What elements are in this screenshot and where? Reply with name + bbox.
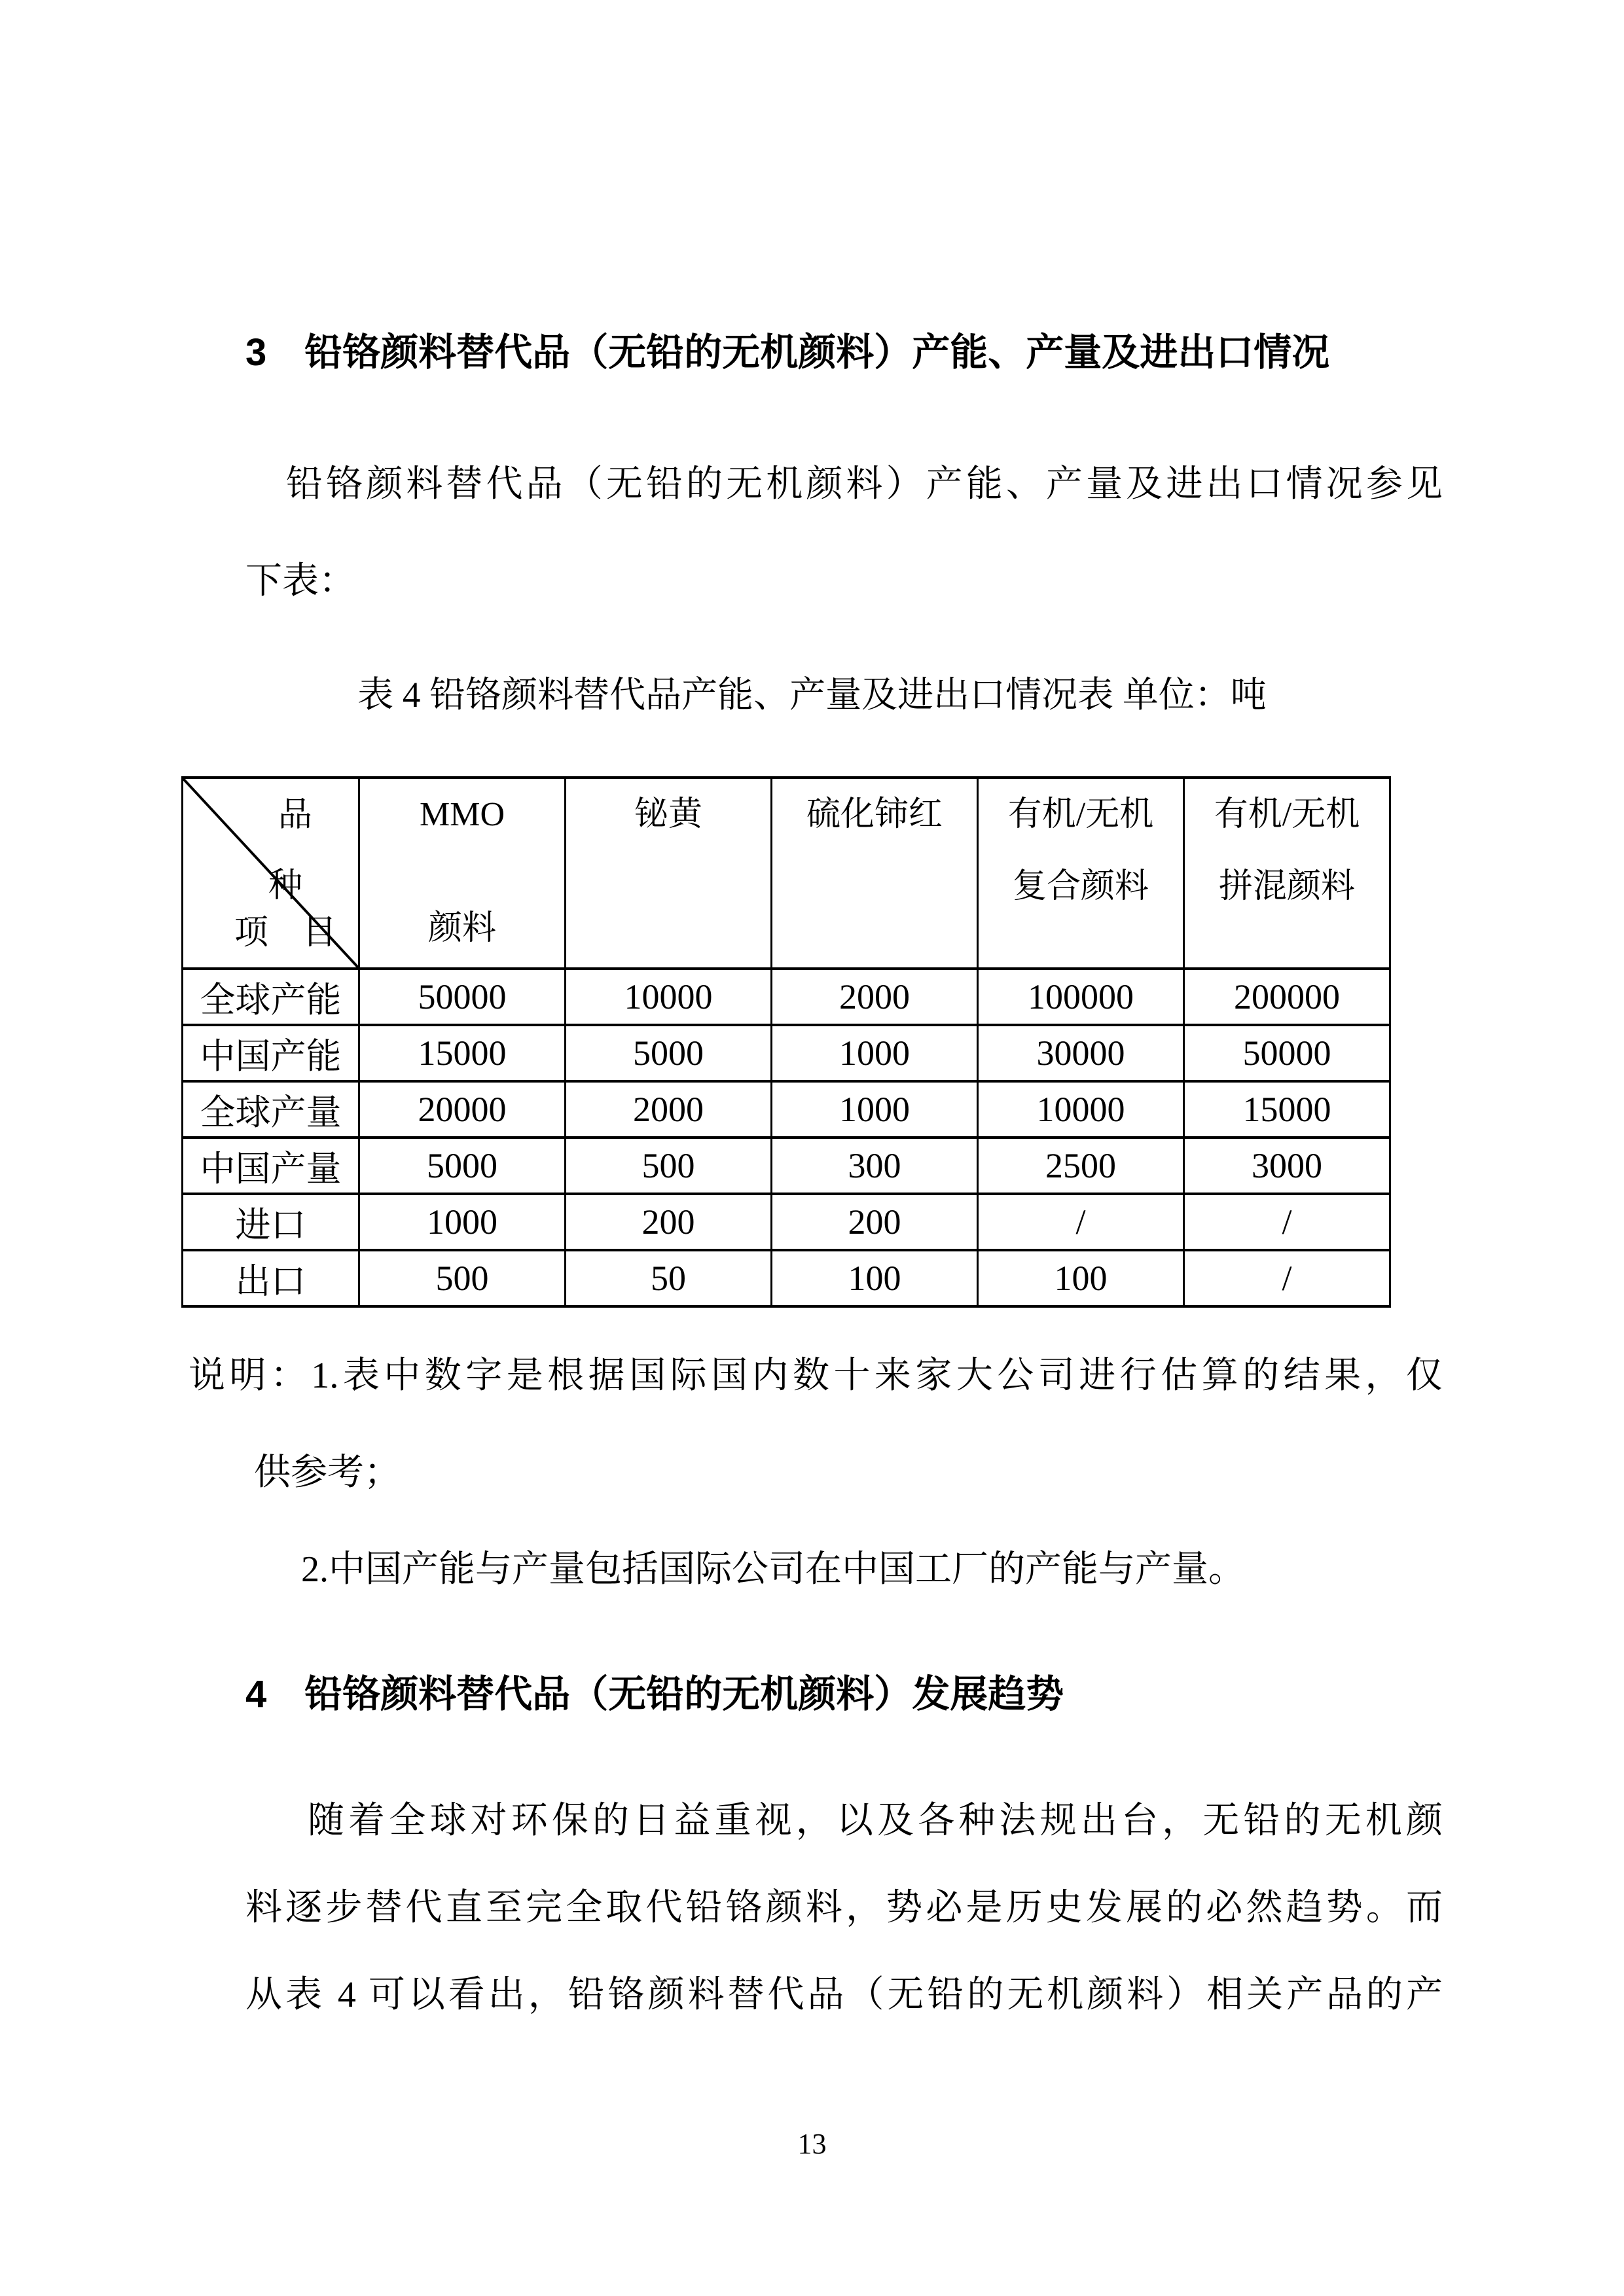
data-cell: 1000 [772, 1081, 978, 1138]
column-header-mmo [359, 778, 566, 969]
data-cell: 500 [359, 1250, 566, 1306]
column-header-line: 有机/无机 [1214, 796, 1360, 833]
data-cell: 1000 [772, 1025, 978, 1081]
paragraph-line: 料逐步替代直至完全取代铅铬颜料，势必是历史发展的必然趋势。而 [245, 1888, 1443, 1928]
column-header-line: 硫化铈红 [806, 796, 943, 833]
data-cell: 500 [566, 1138, 772, 1194]
table-row [183, 1081, 1390, 1138]
data-cell: / [978, 1194, 1184, 1250]
data-cell: 5000 [359, 1138, 566, 1194]
data-cell: 200000 [1184, 969, 1390, 1025]
data-cell: 100000 [978, 969, 1184, 1025]
data-cell: / [1184, 1194, 1390, 1250]
corner-label-item: 项 目 [234, 914, 337, 952]
pigment-table [181, 776, 1391, 1308]
row-label: 进口 [183, 1194, 359, 1250]
data-cell: 2000 [566, 1081, 772, 1138]
row-label: 全球产量 [183, 1081, 359, 1138]
corner-label-species: 种 [268, 867, 303, 905]
column-header-line: 铋黄 [634, 796, 702, 833]
data-cell: 300 [772, 1138, 978, 1194]
data-cell: 50000 [359, 969, 566, 1025]
page-number: 13 [797, 2128, 827, 2160]
data-cell: 50000 [1184, 1025, 1390, 1081]
row-label: 中国产量 [183, 1138, 359, 1194]
column-header-line: 拼混颜料 [1218, 868, 1355, 905]
data-cell: 1000 [359, 1194, 566, 1250]
table-row [183, 1025, 1390, 1081]
data-cell: 50 [566, 1250, 772, 1306]
section4-heading: 4 铅铬颜料替代品（无铅的无机颜料）发展趋势 [245, 1673, 1064, 1715]
table-header-row [183, 778, 1390, 969]
table-corner-cell [183, 778, 359, 969]
paragraph-line: 随着全球对环保的日益重视，以及各种法规出台，无铅的无机颜 [308, 1801, 1443, 1841]
paragraph-line: 从表 4 可以看出，铅铬颜料替代品（无铅的无机颜料）相关产品的产 [245, 1975, 1443, 2015]
data-cell: 10000 [978, 1081, 1184, 1138]
column-header-line: 颜料 [427, 910, 496, 947]
column-header-organic-inorganic-composite [978, 778, 1184, 969]
data-cell: 100 [772, 1250, 978, 1306]
column-header-line: MMO [419, 796, 505, 833]
data-cell: 2000 [772, 969, 978, 1025]
data-cell: 10000 [566, 969, 772, 1025]
data-cell: 2500 [978, 1138, 1184, 1194]
table-row [183, 1250, 1390, 1306]
column-header-organic-inorganic-blend [1184, 778, 1390, 969]
data-cell: 3000 [1184, 1138, 1390, 1194]
data-cell: 15000 [359, 1025, 566, 1081]
data-cell: 100 [978, 1250, 1184, 1306]
data-cell: / [1184, 1250, 1390, 1306]
row-label: 中国产能 [183, 1025, 359, 1081]
data-cell: 15000 [1184, 1081, 1390, 1138]
table-caption: 表 4 铅铬颜料替代品产能、产量及进出口情况表 单位：吨 [357, 675, 1267, 715]
paragraph-line: 下表： [245, 561, 355, 601]
note-line: 说明：1.表中数字是根据国际国内数十来家大公司进行估算的结果，仅 [189, 1355, 1443, 1396]
table-row [183, 1194, 1390, 1250]
column-header-line: 复合颜料 [1012, 868, 1149, 905]
data-cell: 200 [566, 1194, 772, 1250]
paragraph-line: 铅铬颜料替代品（无铅的无机颜料）产能、产量及进出口情况参见 [286, 464, 1443, 505]
table-row [183, 1138, 1390, 1194]
column-header-line: 有机/无机 [1007, 796, 1154, 833]
column-header-cerium-sulfide-red [772, 778, 978, 969]
intro-paragraph [245, 436, 1443, 630]
data-cell: 200 [772, 1194, 978, 1250]
note-line: 2.中国产能与产量包括国际公司在中国工厂的产能与产量。 [301, 1549, 1245, 1590]
row-label: 全球产能 [183, 969, 359, 1025]
row-label: 出口 [183, 1250, 359, 1306]
trend-paragraph [245, 1778, 1443, 2039]
note-line: 供参考； [254, 1452, 401, 1493]
page-content [181, 0, 1443, 2296]
corner-label-species: 品 [278, 797, 313, 834]
table-notes [189, 1327, 1443, 1618]
column-header-bismuth-yellow [566, 778, 772, 969]
section3-heading: 3 铅铬颜料替代品（无铅的无机颜料）产能、产量及进出口情况 [245, 331, 1330, 374]
data-cell: 5000 [566, 1025, 772, 1081]
data-cell: 20000 [359, 1081, 566, 1138]
data-cell: 30000 [978, 1025, 1184, 1081]
table-row [183, 969, 1390, 1025]
